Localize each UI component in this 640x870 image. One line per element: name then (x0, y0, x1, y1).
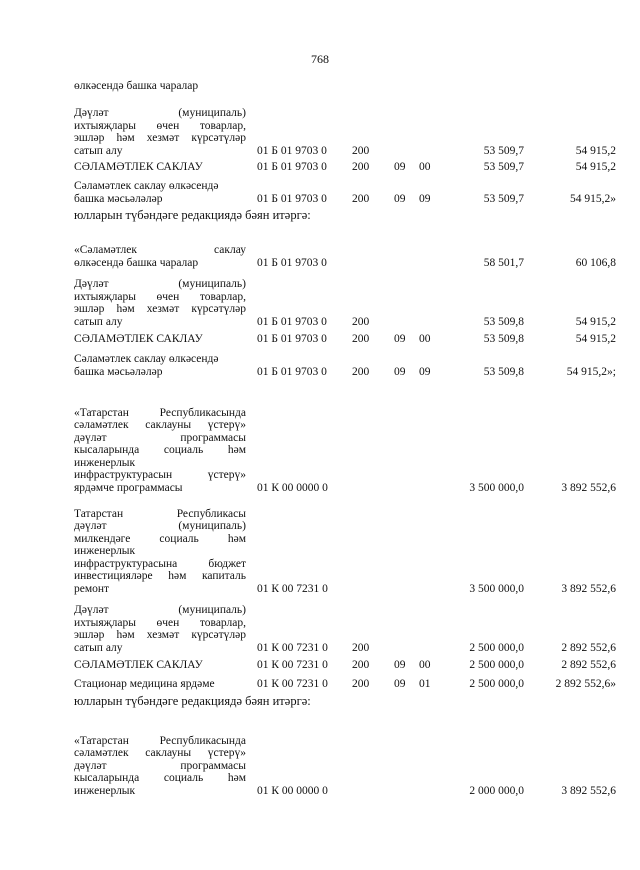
row-code: 01 Б 01 9703 0 (257, 256, 327, 269)
table-row (74, 159, 640, 173)
row-sum-1: 53 509,8 (483, 365, 524, 378)
row-code: 01 К 00 7231 0 (257, 582, 328, 595)
row-rz: 09 (394, 332, 406, 345)
row-sum-2: 60 106,8 (575, 256, 616, 269)
row-vr: 200 (352, 641, 370, 654)
row-sum-1: 2 500 000,0 (469, 658, 524, 671)
row-code: 01 К 00 0000 0 (257, 784, 328, 797)
row-sum-2: 2 892 552,6» (555, 677, 616, 690)
row-rz: 09 (394, 160, 406, 173)
table-row (74, 498, 640, 595)
row-name: Дәүләт (муниципаль) ихтыяҗлары өчен товарлар, эшләр һәм хезмәт күрсәтүләр сатып алу (74, 604, 246, 654)
row-code: 01 К 00 0000 0 (257, 481, 328, 494)
row-sum-2: 54 915,2»; (566, 365, 616, 378)
row-name: «Сәламәтлек саклау өлкәсендә башка чаралар (74, 244, 246, 269)
row-name: Татарстан Республикасы дәүләт (муниципаль) милкендәге социаль һәм инженерлык инфраструктурасына бюджет инвестицияләре һәм капиталь ремонт (74, 507, 246, 595)
row-name: СӘЛАМӘТЛЕК САКЛАУ (74, 160, 203, 173)
instruction-sentence: юлларын түбәндәге редакциядә бәян итәргә: (74, 694, 311, 708)
row-rz: 09 (394, 365, 406, 378)
row-vr: 200 (352, 192, 370, 205)
row-rz: 09 (394, 677, 406, 690)
row-pr: 01 (419, 677, 431, 690)
table-row (74, 676, 640, 690)
row-name: Сәламәтлек саклау өлкәсендә башка мәсьәләләр (74, 353, 219, 378)
row-sum-2: 54 915,2 (575, 144, 616, 157)
row-sum-2: 54 915,2 (575, 315, 616, 328)
row-sum-1: 53 509,7 (483, 160, 524, 173)
row-rz: 09 (394, 658, 406, 671)
row-sum-1: 53 509,8 (483, 315, 524, 328)
row-sum-2: 54 915,2 (575, 160, 616, 173)
row-code: 01 Б 01 9703 0 (257, 160, 327, 173)
row-sum-2: 54 915,2» (570, 192, 616, 205)
row-sum-1: 2 000 000,0 (469, 784, 524, 797)
row-code: 01 Б 01 9703 0 (257, 365, 327, 378)
row-sum-1: 2 500 000,0 (469, 641, 524, 654)
row-sum-1: 3 500 000,0 (469, 481, 524, 494)
table-row (74, 657, 640, 671)
row-name: «Татарстан Республикасында сәламәтлек саклауны үстерү» дәүләт программасы кысаларында социаль һәм инженерлык (74, 734, 246, 797)
instruction-sentence: юлларын түбәндәге редакциядә бәян итәргә: (74, 208, 311, 222)
row-sum-1: 3 500 000,0 (469, 582, 524, 595)
row-vr: 200 (352, 365, 370, 378)
table-row (74, 598, 640, 654)
row-rz: 09 (394, 192, 406, 205)
row-vr: 200 (352, 144, 370, 157)
row-name: Дәүләт (муниципаль) ихтыяҗлары өчен товарлар, эшләр һәм хезмәт күрсәтүләр сатып алу (74, 278, 246, 328)
row-pr: 00 (419, 658, 431, 671)
row-name: СӘЛАМӘТЛЕК САКЛАУ (74, 658, 203, 671)
row-name: өлкәсендә башка чаралар (74, 79, 199, 92)
row-name: «Татарстан Республикасында сәламәтлек саклауны үстерү» дәүләт программасы кысаларында социаль һәм инженерлык инфраструктурасын үстерү» ярдәмче программасы (74, 406, 246, 494)
table-row (74, 241, 640, 269)
row-sum-1: 58 501,7 (483, 256, 524, 269)
row-code: 01 Б 01 9703 0 (257, 332, 327, 345)
table-row (74, 177, 640, 205)
row-vr: 200 (352, 160, 370, 173)
table-row (74, 350, 640, 378)
row-pr: 00 (419, 160, 431, 173)
row-sum-2: 54 915,2 (575, 332, 616, 345)
row-sum-1: 53 509,7 (483, 192, 524, 205)
row-code: 01 К 00 7231 0 (257, 658, 328, 671)
row-sum-2: 3 892 552,6 (561, 481, 616, 494)
row-sum-2: 3 892 552,6 (561, 582, 616, 595)
row-name: СӘЛАМӘТЛЕК САКЛАУ (74, 332, 203, 345)
row-name: Сәламәтлек саклау өлкәсендә башка мәсьәләләр (74, 180, 219, 205)
table-row (74, 272, 640, 328)
table-row (74, 397, 640, 494)
row-vr: 200 (352, 658, 370, 671)
row-vr: 200 (352, 315, 370, 328)
row-pr: 09 (419, 365, 431, 378)
row-vr: 200 (352, 332, 370, 345)
row-pr: 09 (419, 192, 431, 205)
row-code: 01 Б 01 9703 0 (257, 192, 327, 205)
row-pr: 00 (419, 332, 431, 345)
table-row (74, 727, 640, 797)
table-row (74, 331, 640, 345)
row-code: 01 Б 01 9703 0 (257, 315, 327, 328)
page-number: 768 (311, 52, 329, 66)
row-code: 01 К 00 7231 0 (257, 677, 328, 690)
row-vr: 200 (352, 677, 370, 690)
row-name: Дәүләт (муниципаль) ихтыяҗлары өчен товарлар, эшләр һәм хезмәт күрсәтүләр сатып алу (74, 107, 246, 157)
row-code: 01 Б 01 9703 0 (257, 144, 327, 157)
row-sum-2: 3 892 552,6 (561, 784, 616, 797)
row-sum-1: 53 509,8 (483, 332, 524, 345)
table-row (74, 101, 640, 157)
table-row (74, 79, 640, 92)
row-name: Стационар медицина ярдәме (74, 677, 215, 690)
row-sum-2: 2 892 552,6 (561, 641, 616, 654)
row-sum-2: 2 892 552,6 (561, 658, 616, 671)
row-sum-1: 53 509,7 (483, 144, 524, 157)
row-code: 01 К 00 7231 0 (257, 641, 328, 654)
row-sum-1: 2 500 000,0 (469, 677, 524, 690)
